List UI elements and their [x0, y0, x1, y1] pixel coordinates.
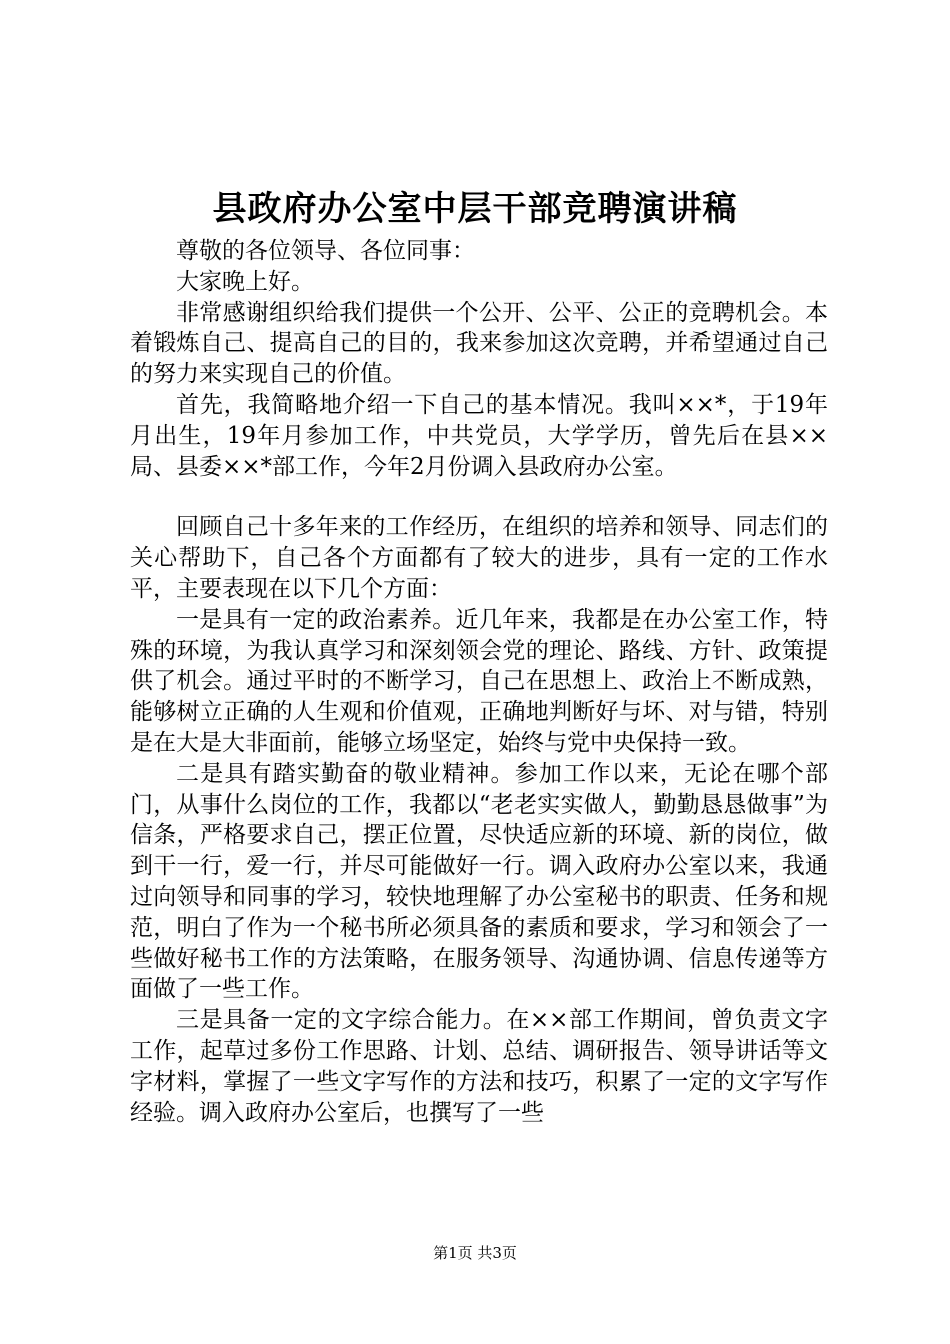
blank-line [130, 482, 828, 512]
paragraph-point-one: 一是具有一定的政治素养。近几年来，我都是在办公室工作，特殊的环境，为我认真学习和深刻领会党的理论、路线、方针、政策提供了机会。通过平时的不断学习，自己在思想上、政治上不断成熟，能够树立正确的人生观和价值观，正确地判断好与坏、对与错，特别是在大是大非面前，能够立场坚定，始终与党中央保持一致。 [130, 606, 828, 756]
paragraph-point-two: 二是具有踏实勤奋的敬业精神。参加工作以来，无论在哪个部门，从事什么岗位的工作，我都以“老老实实做人，勤勤恳恳做事”为信条，严格要求自己，摆正位置，尽快适应新的环境、新的岗位，做到干一行，爱一行，并尽可能做好一行。调入政府办公室以来，我通过向领导和同事的学习，较快地理解了办公室秘书的职责、任务和规范，明白了作为一个秘书所必须具备的素质和要求，学习和领会了一些做好秘书工作的方法策略，在服务领导、沟通协调、信息传递等方面做了一些工作。 [130, 760, 828, 1003]
paragraph-point-three: 三是具备一定的文字综合能力。在××部工作期间，曾负责文字工作，起草过多份工作思路、计划、总结、调研报告、领导讲话等文字材料，掌握了一些文字写作的方法和技巧，积累了一定的文字写作经验。调入政府办公室后，也撰写了一些 [130, 1007, 828, 1126]
paragraph-thanks: 非常感谢组织给我们提供一个公开、公平、公正的竞聘机会。本着锻炼自己、提高自己的目的，我来参加这次竞聘，并希望通过自己的努力来实现自己的价值。 [130, 299, 828, 388]
document-title: 县政府办公室中层干部竞聘演讲稿 [212, 189, 738, 229]
document-body [130, 236, 828, 1128]
paragraph-review: 回顾自己十多年来的工作经历，在组织的培养和领导、同志们的关心帮助下，自己各个方面都有了较大的进步，具有一定的工作水平，主要表现在以下几个方面： [130, 514, 828, 602]
greeting: 大家晚上好。 [176, 268, 314, 295]
page-number: 第1页 共3页 [433, 1244, 517, 1262]
salutation: 尊敬的各位领导、各位同事： [176, 238, 475, 264]
paragraph-introduction: 首先，我简略地介绍一下自己的基本情况。我叫××*，于19年月出生，19年月参加工作，中共党员，大学学历，曾先后在县××局、县委××*部工作，今年2月份调入县政府办公室。 [130, 391, 828, 480]
